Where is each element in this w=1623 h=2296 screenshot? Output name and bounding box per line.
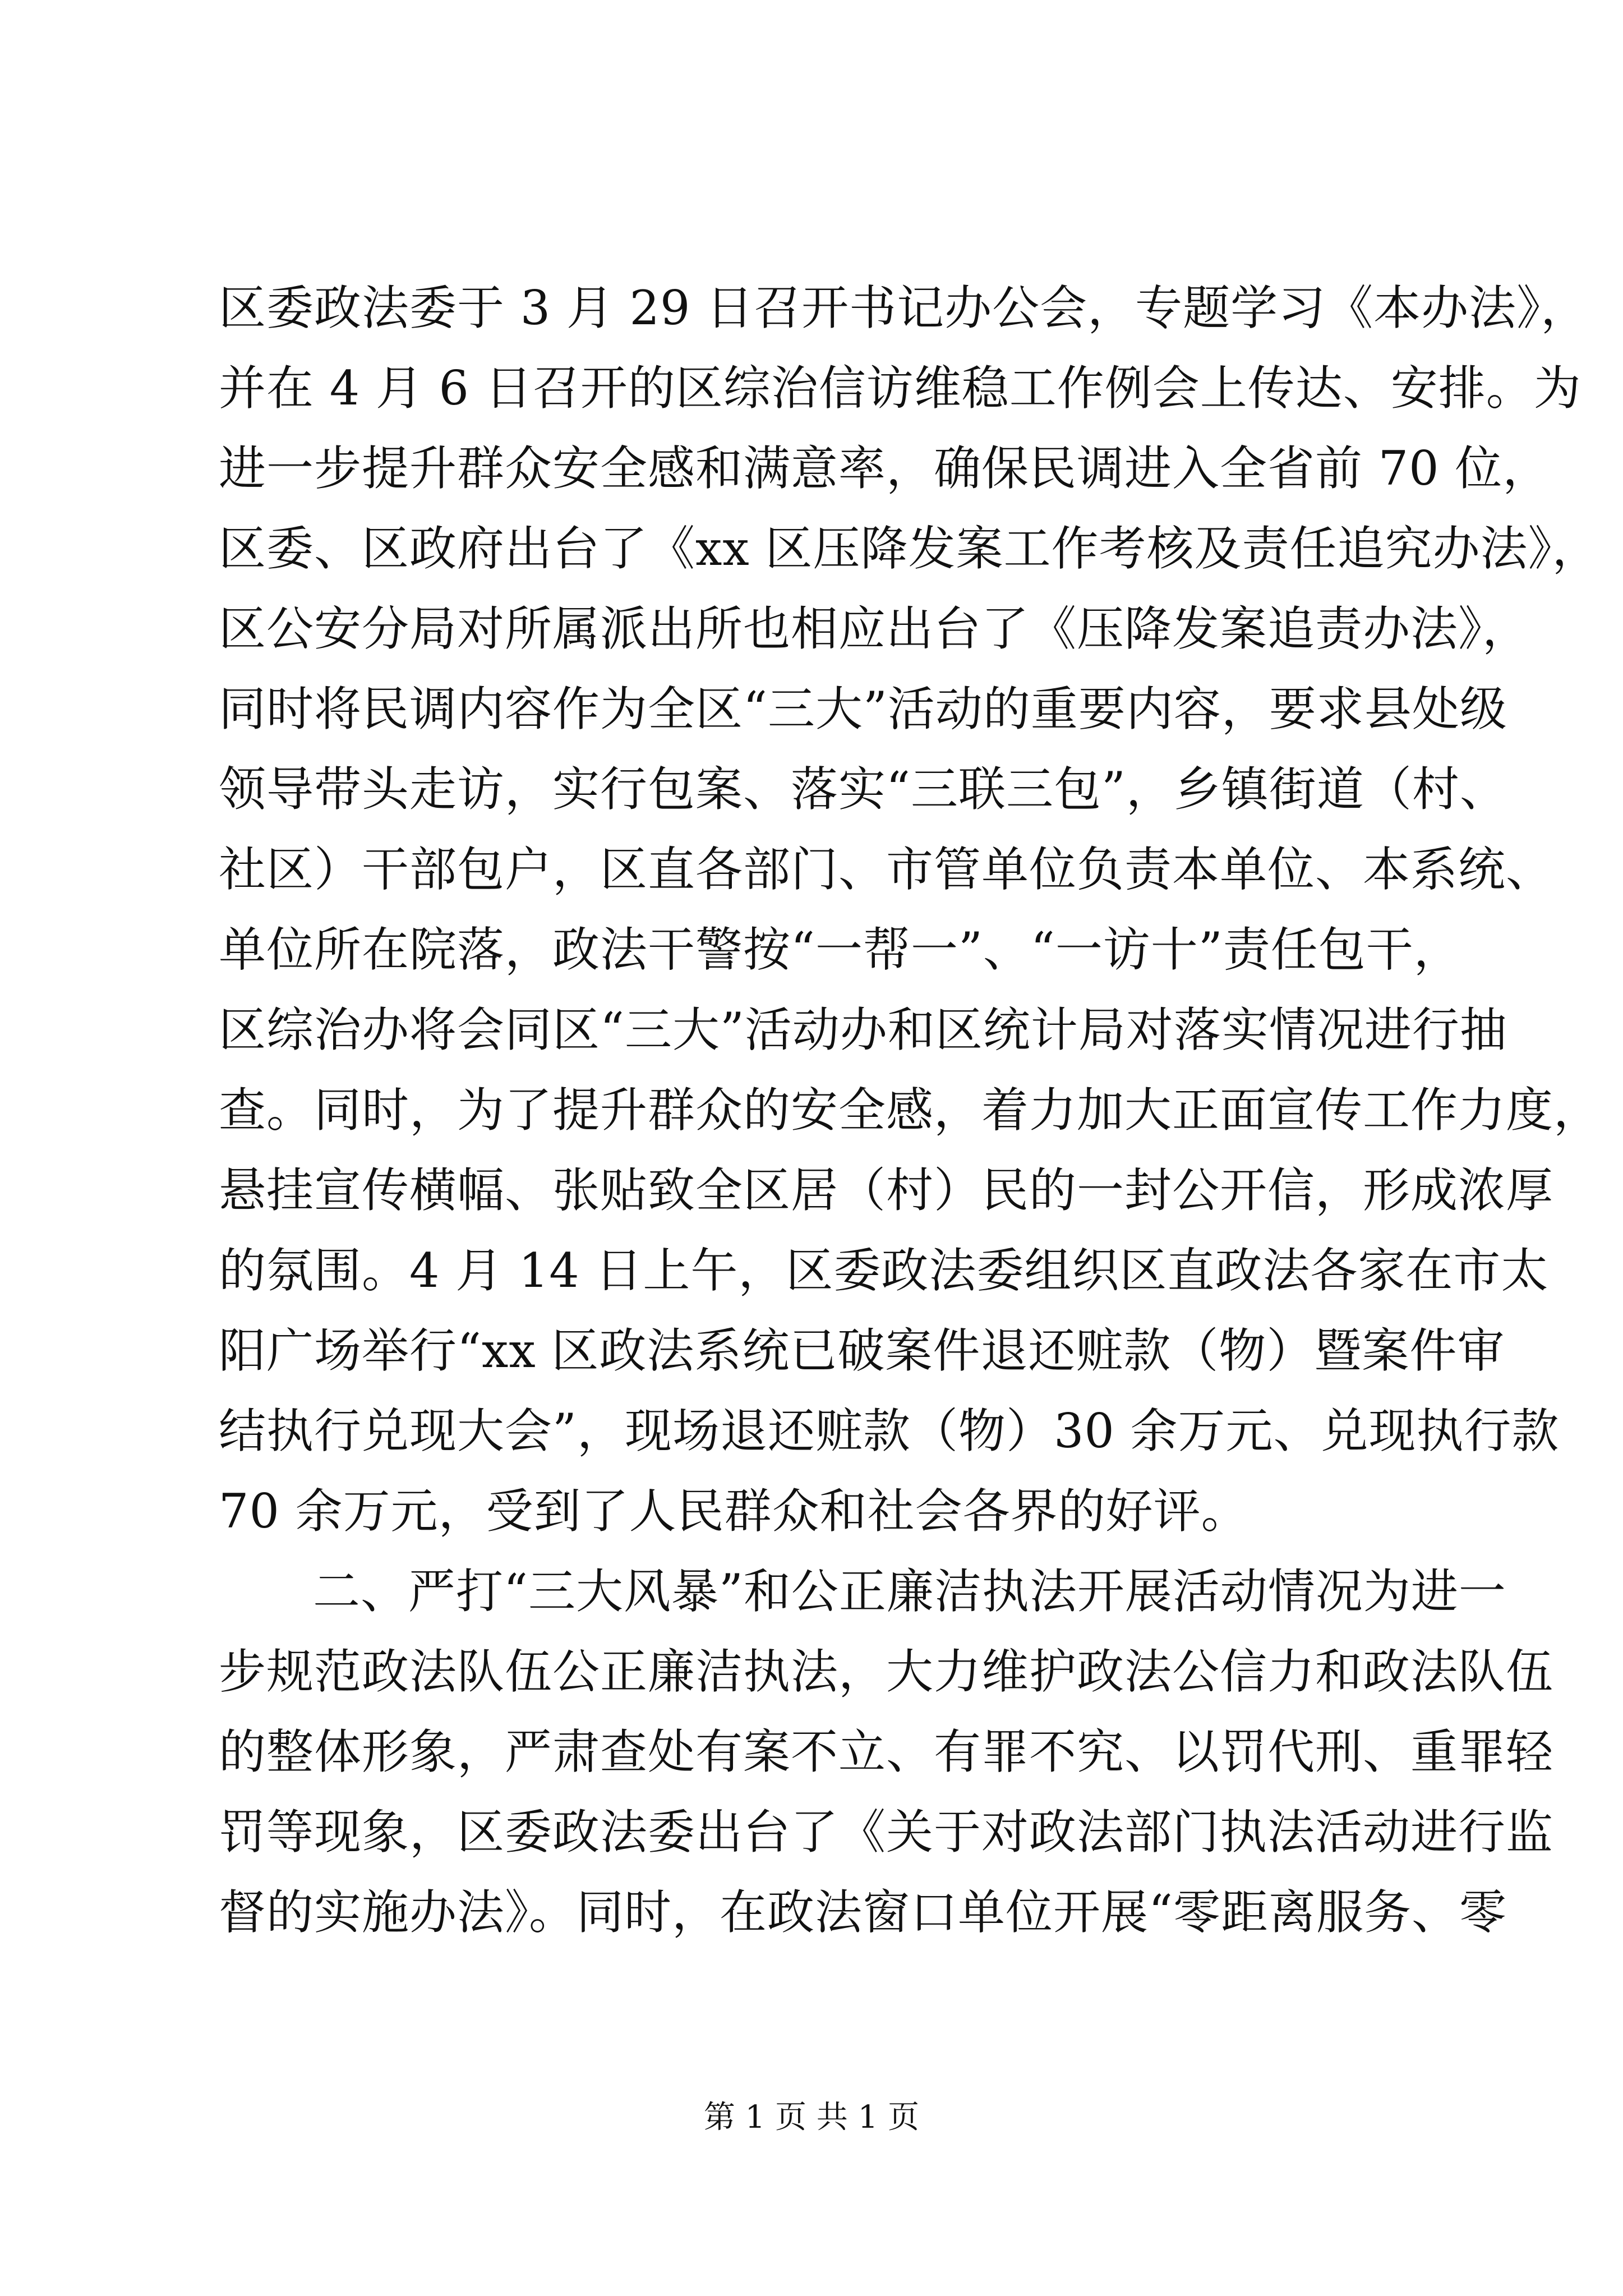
- text-line: 阳广场举行“xx 区政法系统已破案件退还赃款（物）暨案件审: [219, 1323, 1505, 1378]
- text-line: 结执行兑现大会”，现场退还赃款（物）30 余万元、兑现执行款: [219, 1404, 1560, 1458]
- text-line: 区委政法委于 3 月 29 日召开书记办公会，专题学习《本办法》，: [219, 280, 1589, 335]
- page-number-footer: 第 1 页 共 1 页: [703, 2099, 920, 2136]
- text-line: 的氛围。4 月 14 日上午，区委政法委组织区直政法各家在市太: [219, 1243, 1549, 1298]
- text-line: 单位所在院落，政法干警按“一帮一”、“一访十”责任包干，: [219, 922, 1461, 977]
- text-line: 并在 4 月 6 日召开的区综治信访维稳工作例会上传达、安排。为: [219, 361, 1581, 416]
- document-body: [219, 268, 1602, 1953]
- text-line: 区综治办将会同区“三大”活动办和区统计局对落实情况进行抽: [219, 1002, 1507, 1057]
- text-line: 70 余万元，受到了人民群众和社会各界的好评。: [219, 1484, 1249, 1539]
- text-line: 社区）干部包户，区直各部门、市管单位负责本单位、本系统、: [219, 842, 1554, 897]
- text-line: 同时将民调内容作为全区“三大”活动的重要内容，要求县处级: [219, 682, 1507, 737]
- text-line: 查。同时，为了提升群众的安全感，着力加大正面宣传工作力度，: [219, 1083, 1602, 1138]
- section-heading-line: 二、严打“三大风暴”和公正廉洁执法开展活动情况为进一: [313, 1564, 1506, 1619]
- text-line: 步规范政法队伍公正廉洁执法，大力维护政法公信力和政法队伍: [219, 1644, 1554, 1699]
- text-line: 进一步提升群众安全感和满意率，确保民调进入全省前 70 位，: [219, 441, 1551, 496]
- text-line: 罚等现象，区委政法委出台了《关于对政法部门执法活动进行监: [219, 1805, 1554, 1860]
- text-line: 的整体形象，严肃查处有案不立、有罪不究、以罚代刑、重罪轻: [219, 1724, 1554, 1779]
- text-line: 领导带头走访，实行包案、落实“三联三包”，乡镇街道（村、: [219, 762, 1507, 817]
- text-line: 区委、区政府出台了《xx 区压降发案工作考核及责任追究办法》，: [219, 521, 1600, 576]
- text-line: 督的实施办法》。同时，在政法窗口单位开展“零距离服务、零: [219, 1885, 1507, 1940]
- text-line: 悬挂宣传横幅、张贴致全区居（村）民的一封公开信，形成浓厚: [219, 1163, 1554, 1218]
- text-line: 区公安分局对所属派出所也相应出台了《压降发案追责办法》，: [219, 601, 1530, 656]
